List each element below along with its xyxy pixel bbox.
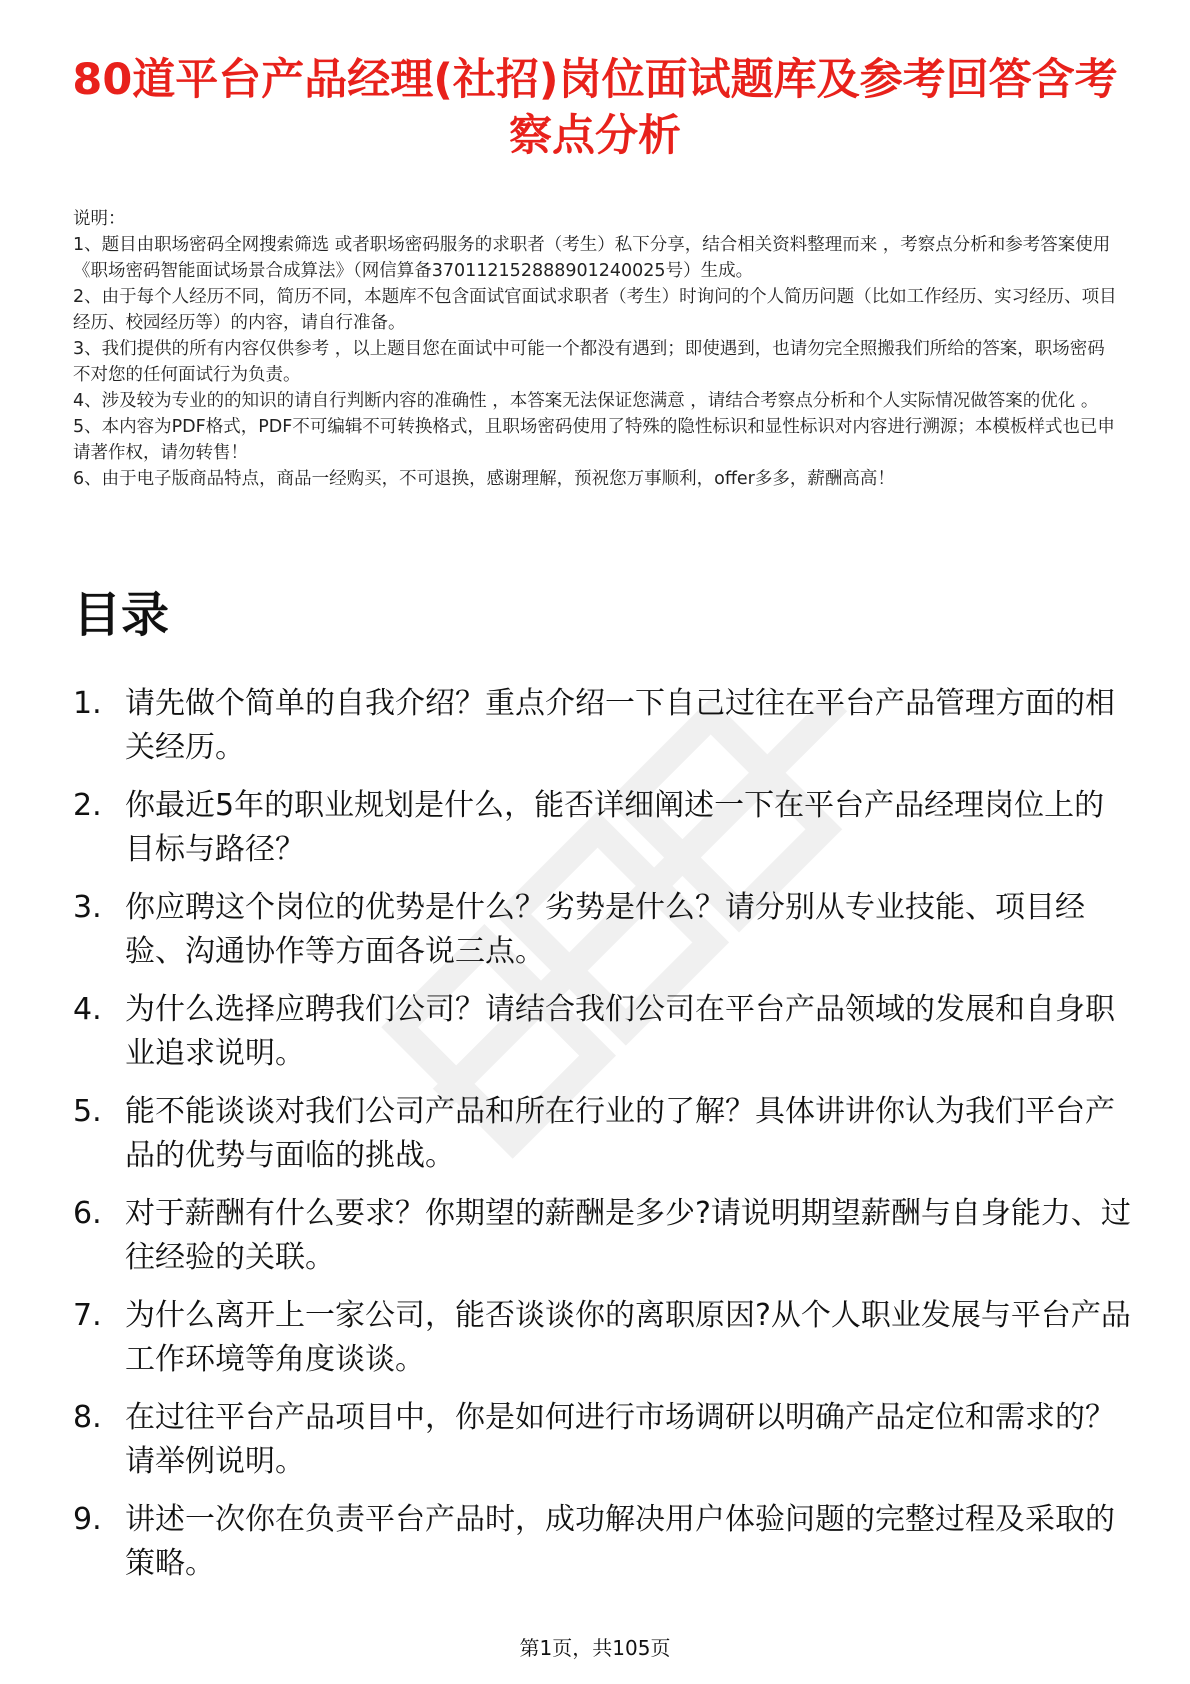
note-item: 2、由于每个人经历不同，简历不同，本题库不包含面试官面试求职者（考生）时询问的个人简历问题（比如工作经历、实习经历、项目经历、校园经历等）的内容，请自行准备。 — [73, 287, 1117, 333]
page-number-footer: 第1页，共105页 — [519, 1636, 671, 1660]
toc-item-number: 2. — [73, 788, 102, 823]
notes-heading: 说明： — [73, 209, 126, 229]
toc-item[interactable] — [73, 886, 1133, 974]
document-title: 80道平台产品经理(社招)岗位面试题库及参考回答含考察点分析 — [72, 55, 1118, 161]
toc-item-number: 7. — [73, 1298, 102, 1333]
toc-item-question: 你最近5年的职业规划是什么，能否详细阐述一下在平台产品经理岗位上的目标与路径？ — [125, 788, 1105, 867]
disclaimer-notes — [73, 206, 1118, 492]
toc-item-question: 你应聘这个岗位的优势是什么？劣势是什么？请分别从专业技能、项目经验、沟通协作等方面各说三点。 — [125, 890, 1085, 969]
toc-item[interactable] — [73, 1396, 1133, 1484]
note-item: 1、题目由职场密码全网搜索筛选 或者职场密码服务的求职者（考生）私下分享，结合相关资料整理而来 ，考察点分析和参考答案使用《职场密码智能面试场景合成算法》（网信算备370112152888901240025号）生成。 — [73, 235, 1111, 281]
toc-item-number: 4. — [73, 992, 102, 1027]
toc-list — [73, 682, 1133, 1600]
note-item: 5、本内容为PDF格式，PDF不可编辑不可转换格式，且职场密码使用了特殊的隐性标识和显性标识对内容进行溯源；本模板样式也已申请著作权，请勿转售！ — [73, 417, 1115, 463]
toc-item-question: 在过往平台产品项目中，你是如何进行市场调研以明确产品定位和需求的？请举例说明。 — [125, 1400, 1115, 1479]
toc-item[interactable] — [73, 1498, 1133, 1586]
toc-item-question: 对于薪酬有什么要求？你期望的薪酬是多少?请说明期望薪酬与自身能力、过往经验的关联。 — [125, 1196, 1131, 1275]
toc-item[interactable] — [73, 1090, 1133, 1178]
toc-heading: 目录 — [73, 587, 170, 643]
toc-item-question: 为什么选择应聘我们公司？请结合我们公司在平台产品领域的发展和自身职业追求说明。 — [125, 992, 1115, 1071]
toc-item-number: 9. — [73, 1502, 102, 1537]
toc-item[interactable] — [73, 1192, 1133, 1280]
note-item: 4、涉及较为专业的的知识的请自行判断内容的准确性 ，本答案无法保证您满意 ，请结合考察点分析和个人实际情况做答案的优化 。 — [73, 391, 1099, 411]
toc-item-number: 6. — [73, 1196, 102, 1231]
toc-item[interactable] — [73, 988, 1133, 1076]
toc-item-question: 能不能谈谈对我们公司产品和所在行业的了解？具体讲讲你认为我们平台产品的优势与面临的挑战。 — [125, 1094, 1115, 1173]
toc-item-question: 讲述一次你在负责平台产品时，成功解决用户体验问题的完整过程及采取的策略。 — [125, 1502, 1115, 1581]
toc-item[interactable] — [73, 682, 1133, 770]
toc-item[interactable] — [73, 784, 1133, 872]
toc-item-question: 为什么离开上一家公司，能否谈谈你的离职原因?从个人职业发展与平台产品工作环境等角度谈谈。 — [125, 1298, 1131, 1377]
note-item: 6、由于电子版商品特点，商品一经购买，不可退换，感谢理解，预祝您万事顺利，offer多多，薪酬高高！ — [73, 469, 895, 489]
toc-item-number: 3. — [73, 890, 102, 925]
toc-item-number: 8. — [73, 1400, 102, 1435]
toc-item[interactable] — [73, 1294, 1133, 1382]
toc-item-question: 请先做个简单的自我介绍？重点介绍一下自己过往在平台产品管理方面的相关经历。 — [125, 686, 1115, 765]
toc-item-number: 1. — [73, 686, 102, 721]
toc-item-number: 5. — [73, 1094, 102, 1129]
note-item: 3、我们提供的所有内容仅供参考 ，以上题目您在面试中可能一个都没有遇到；即使遇到，也请勿完全照搬我们所给的答案，职场密码不对您的任何面试行为负责。 — [73, 339, 1105, 385]
